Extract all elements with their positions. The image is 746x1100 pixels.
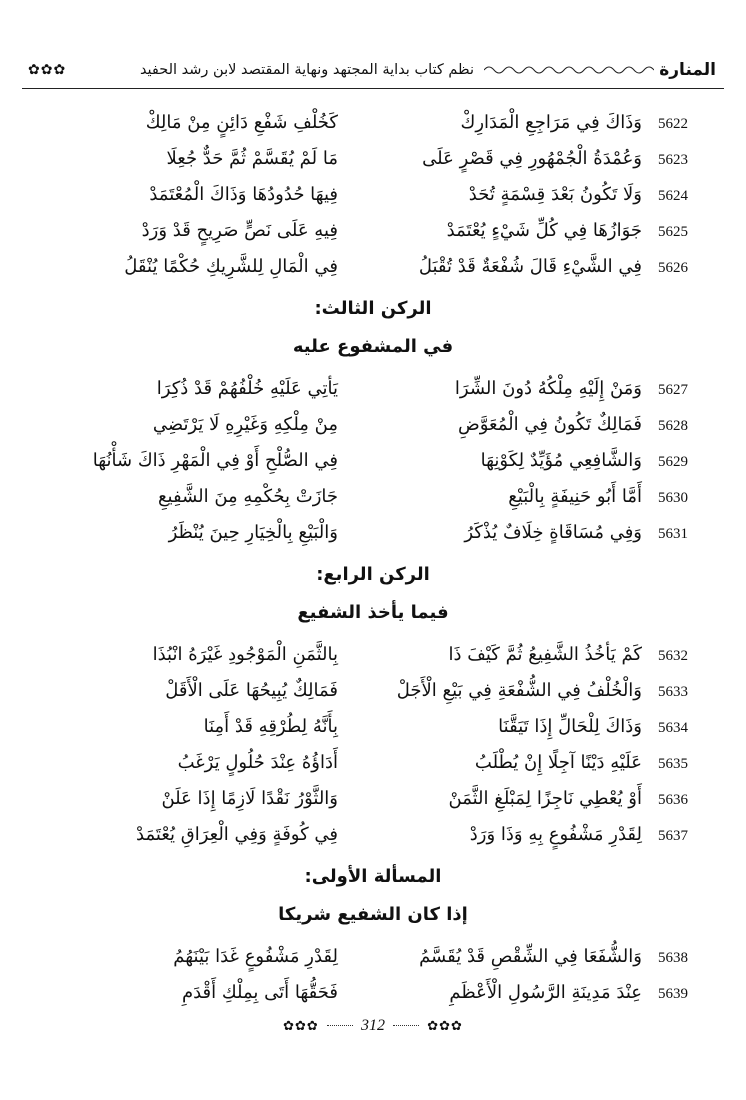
verse-second-hemistich: فَمَالِكٌ يُبِيحُهَا عَلَى الْأَقَلْ [165, 680, 338, 701]
verse-second-hemistich: بِأَنَّهُ لِطُرْقِهِ قَدْ أَمِنَا [203, 716, 338, 737]
verse-number: 5632 [658, 648, 688, 664]
dotted-line [393, 1025, 419, 1026]
dotted-line [327, 1025, 353, 1026]
verse-row [0, 220, 746, 256]
verse-number: 5629 [658, 454, 688, 470]
verse-row [0, 680, 746, 716]
flower-ornament-icon: ✿✿✿ [283, 1019, 319, 1034]
section-heading: الركن الثالث: [314, 298, 432, 319]
verse-first-hemistich: وَمَنْ إِلَيْهِ مِلْكُهُ دُونَ الشِّرَا [454, 378, 642, 399]
verse-row [0, 450, 746, 486]
verse-number: 5627 [658, 382, 688, 398]
verse-number: 5623 [658, 152, 688, 168]
verse-second-hemistich: مَا لَمْ يُقَسَّمْ ثُمَّ حَدٌّ جُعِلَا [166, 148, 338, 169]
verse-first-hemistich: كَمْ يَأخُذُ الشَّفِيعُ ثُمَّ كَيْفَ ذَا [448, 644, 642, 665]
verse-row [0, 414, 746, 450]
verse-second-hemistich: فَحَقُّهَا أَتَى بِمِلْكِ أَقْدَمِ [181, 982, 338, 1003]
verse-first-hemistich: فَمَالِكٌ تَكُونُ فِي الْمُعَوَّضِ [457, 414, 642, 435]
verse-number: 5634 [658, 720, 688, 736]
verse-number: 5639 [658, 986, 688, 1002]
verse-row [0, 378, 746, 414]
verse-second-hemistich: فِيهِ عَلَى نَصٍّ صَرِيحٍ قَدْ وَرَدْ [141, 220, 338, 241]
section-heading: المسألة الأولى: [304, 866, 442, 887]
verse-number: 5637 [658, 828, 688, 844]
verse-first-hemistich: وَذَاكَ فِي مَرَاجِعِ الْمَدَارِكْ [460, 112, 642, 133]
verse-row [0, 112, 746, 148]
verse-number: 5631 [658, 526, 688, 542]
verse-first-hemistich: جَوَازُهَا فِي كُلِّ شَيْءٍ يُعْتَمَدْ [446, 220, 642, 241]
section-name: المنارة [659, 60, 716, 80]
flower-ornament-icon: ✿✿✿ [28, 62, 67, 78]
verse-second-hemistich: فِيهَا حُدُودُهَا وَذَاكَ الْمُعْتَمَدْ [149, 184, 338, 205]
verse-first-hemistich: أَمَّا أَبُو حَنِيفَةٍ بِالْبَيْعِ [508, 486, 642, 507]
section-heading: في المشفوع عليه [292, 336, 454, 357]
verse-second-hemistich: فِي الْمَالِ لِلشَّرِيكِ حُكْمًا يُنْقَلُ [124, 256, 338, 277]
verse-first-hemistich: وَعُمْدَةُ الْجُمْهُورِ فِي قَصْرٍ عَلَى [422, 148, 642, 169]
section-heading: فيما يأخذ الشفيع [297, 602, 449, 623]
verse-first-hemistich: وَلَا تَكُونُ بَعْدَ قِسْمَةٍ تُحَدْ [468, 184, 642, 205]
verse-first-hemistich: وَالشُّفَعَا فِي الشِّقْصِ قَدْ يُقَسَّمُ [419, 946, 642, 967]
page-footer [0, 1015, 746, 1035]
verse-second-hemistich: لِقَدْرِ مَشْفُوعٍ غَدَا بَيْنَهُمُ [173, 946, 338, 967]
verse-first-hemistich: لِقَدْرِ مَشْفُوعٍ بِهِ وَذَا وَرَدْ [469, 824, 642, 845]
verse-second-hemistich: أَدَاؤُهُ عِنْدَ حُلُولٍ يَرْغَبُ [177, 752, 338, 773]
verse-number: 5630 [658, 490, 688, 506]
verse-number: 5633 [658, 684, 688, 700]
verse-second-hemistich: فِي الصُّلْحِ أَوْ فِي الْمَهْرِ ذَاكَ شَأْنُهَا [92, 450, 338, 471]
verse-row [0, 256, 746, 292]
verse-first-hemistich: وَالشَّافِعِي مُؤَيِّدٌ لِكَوْنِهَا [480, 450, 642, 471]
verse-row [0, 824, 746, 860]
verse-row [0, 148, 746, 184]
verse-number: 5628 [658, 418, 688, 434]
verse-row [0, 788, 746, 824]
verse-number: 5635 [658, 756, 688, 772]
verse-row [0, 486, 746, 522]
flower-ornament-icon: ✿✿✿ [427, 1019, 463, 1034]
verse-row [0, 716, 746, 752]
verse-number: 5625 [658, 224, 688, 240]
verse-second-hemistich: وَالثَّوْرُ نَقْدًا لَازِمًا إِذَا عَلَنْ [161, 788, 338, 809]
verse-number: 5622 [658, 116, 688, 132]
verse-second-hemistich: وَالْبَيْعِ بِالْخِيَارِ حِينَ يُنْظَرُ [168, 522, 338, 543]
verse-second-hemistich: مِنْ مِلْكِهِ وَغَيْرِهِ لَا يَرْتَضِي [152, 414, 338, 435]
section-heading: إذا كان الشفيع شريكا [278, 904, 468, 925]
verse-second-hemistich: كَخُلْفِ شَفْعِ دَائِنٍ مِنْ مَالِكْ [145, 112, 338, 133]
verse-first-hemistich: وَفِي مُسَاقَاةٍ خِلَافٌ يُذْكَرُ [464, 522, 642, 543]
verse-row [0, 184, 746, 220]
verse-first-hemistich: عِنْدَ مَدِينَةِ الرَّسُولِ الْأَعْظَمِ [449, 982, 642, 1003]
verse-second-hemistich: جَازَتْ بِحُكْمِهِ مِنَ الشَّفِيعِ [157, 486, 338, 507]
verse-second-hemistich: بِالثَّمَنِ الْمَوْجُودِ غَيْرَهُ انْبُذَا [152, 644, 338, 665]
book-title: نظم كتاب بداية المجتهد ونهاية المقتصد لابن رشد الحفيد [139, 62, 474, 78]
section-heading: الركن الرابع: [316, 564, 430, 585]
verse-row [0, 644, 746, 680]
page-header [22, 58, 724, 88]
header-rule [22, 88, 724, 89]
verse-first-hemistich: فِي الشَّيْءِ قَالَ شُفْعَةٌ قَدْ تُقْبَلُ [418, 256, 642, 277]
verse-row [0, 522, 746, 558]
verse-row [0, 982, 746, 1018]
verse-first-hemistich: وَذَاكَ لِلْحَالِّ إِذَا تَيَقَّنَا [498, 716, 642, 737]
verse-row [0, 946, 746, 982]
verse-second-hemistich: يَأتِي عَلَيْهِ خُلْفُهُمْ قَدْ ذُكِرَا [156, 378, 338, 399]
verse-number: 5638 [658, 950, 688, 966]
verse-number: 5624 [658, 188, 688, 204]
verse-row [0, 752, 746, 788]
verse-number: 5626 [658, 260, 688, 276]
verse-first-hemistich: عَلَيْهِ دَيْنًا آجِلًا إِنْ يُطْلَبُ [474, 752, 642, 773]
verse-number: 5636 [658, 792, 688, 808]
page-number: 312 [361, 1017, 385, 1034]
wave-divider [484, 60, 654, 80]
verse-first-hemistich: أَوْ يُعْطِي نَاجِزًا لِمَبْلَغِ الثَّمَنْ [448, 788, 642, 809]
verse-first-hemistich: وَالْخُلْفُ فِي الشُّفْعَةِ فِي بَيْعِ الْأَجَلْ [396, 680, 642, 701]
verse-second-hemistich: فِي كُوفَةٍ وَفِي الْعِرَاقِ يُعْتَمَدْ [136, 824, 338, 845]
